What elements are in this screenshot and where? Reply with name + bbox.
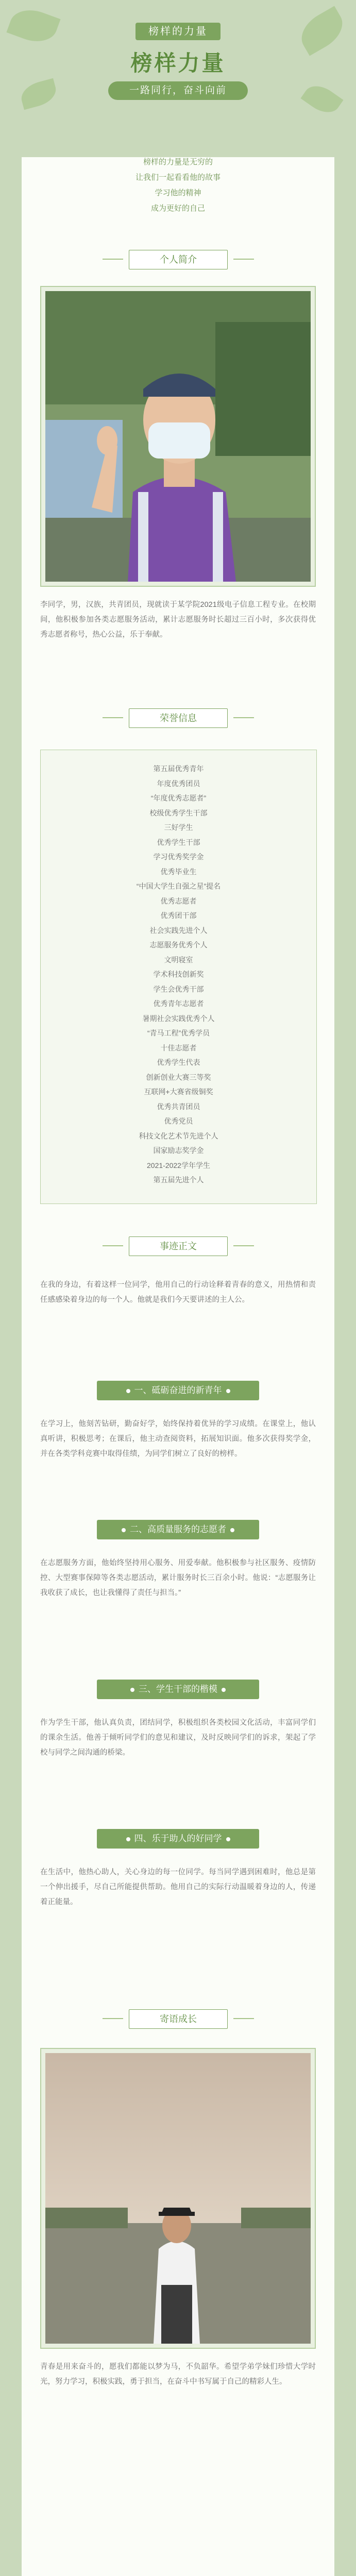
header-badge: 榜样的力量: [135, 23, 221, 40]
section-heading-honors: 荣誉信息: [129, 708, 228, 728]
bullet-dot-icon: [230, 1528, 234, 1532]
honor-item: “年度优秀志愿者”: [150, 794, 207, 802]
section-heading-profile: 个人简介: [129, 250, 228, 269]
profile-photo: [45, 291, 311, 582]
story-subheading-4: 四、乐于助人的好同学: [97, 1829, 259, 1849]
message-text: 青春是用来奋斗的，愿我们都能以梦为马，不负韶华。希望学弟学妹们珍惜大学时光，努力学习，积极实践，勇于担当，在奋斗中书写属于自己的精彩人生。: [40, 2363, 316, 2386]
honor-item: “青马工程”优秀学员: [147, 1029, 210, 1037]
honor-item: 三好学生: [164, 823, 193, 832]
intro-line: 让我们一起看看他的故事: [135, 173, 221, 182]
intro-line: 成为更好的自己: [150, 204, 205, 213]
bullet-dot-icon: [126, 1389, 130, 1393]
bullet-dot-icon: [226, 1837, 230, 1841]
honor-item: 优秀青年志愿者: [153, 999, 204, 1008]
honor-item: 校级优秀学生干部: [149, 808, 208, 817]
honor-item: 优秀团干部: [160, 911, 197, 920]
bullet-dot-icon: [226, 1389, 230, 1393]
bullet-dot-icon: [122, 1528, 126, 1532]
honor-item: 社会实践先进个人: [149, 926, 208, 935]
honor-item: 学术科技创新奖: [153, 970, 204, 978]
volunteer-portrait-image: [45, 291, 311, 582]
honor-item: 国家励志奖学金: [153, 1146, 204, 1155]
bullet-dot-icon: [130, 1688, 134, 1692]
honor-item: “中国大学生自强之星”提名: [136, 882, 221, 890]
story-subheading-3: 三、学生干部的楷模: [97, 1680, 259, 1699]
section-heading-story: 事迹正文: [129, 1236, 228, 1256]
article-header: [0, 0, 356, 155]
story-subheading-1: 一、砥砺奋进的新青年: [97, 1381, 259, 1400]
page-subtitle: 一路同行，奋斗向前: [108, 81, 248, 100]
honor-item: 优秀共青团员: [157, 1102, 200, 1111]
graduate-portrait-image: [45, 2053, 311, 2344]
honor-item: 十佳志愿者: [160, 1043, 197, 1052]
honors-box: [40, 750, 317, 1204]
message-photo-frame: [40, 2048, 316, 2349]
honor-item: 优秀毕业生: [160, 867, 197, 876]
honor-item: 优秀志愿者: [160, 896, 197, 905]
intro-line: 学习他的精神: [155, 189, 201, 197]
honor-item: 创新创业大赛三等奖: [146, 1073, 211, 1081]
intro-line: 榜样的力量是无穷的: [143, 158, 213, 166]
story-paragraph: 在志愿服务方面，他始终坚持用心服务、用爱奉献。他积极参与社区服务、疫情防控、大型赛事保障等各类志愿活动，累计服务时长三百余小时。他说：“志愿服务让我收获了成长，也让我懂得了责任与担当。”: [40, 1559, 316, 1597]
honor-item: 优秀学生干部: [157, 838, 200, 846]
honor-item: 2021-2022学年学生: [147, 1161, 210, 1170]
message-photo: [45, 2053, 311, 2344]
honor-item: 互联网+大赛省级铜奖: [144, 1088, 213, 1096]
honor-item: 优秀学生代表: [157, 1058, 200, 1066]
honor-item: 暑期社会实践优秀个人: [142, 1014, 215, 1023]
page-title: 榜样力量: [130, 51, 226, 75]
honor-item: 学生会优秀干部: [153, 985, 204, 993]
story-subheading-2: 二、高质量服务的志愿者: [97, 1520, 259, 1539]
story-paragraph: 在学习上，他刻苦钻研，勤奋好学，始终保持着优异的学习成绩。在课堂上，他认真听讲，积极思考；在课后，他主动查阅资料，拓展知识面。他多次获得奖学金，并在各类学科竞赛中取得佳绩，为同学们树立了良好的榜样。: [40, 1420, 316, 1458]
bullet-dot-icon: [126, 1837, 130, 1841]
honor-item: 学习优秀奖学金: [153, 853, 204, 861]
story-intro-text: 在我的身边，有着这样一位同学，他用自己的行动诠释着青春的意义，用热情和责任感感染着身边的每一个人。他就是我们今天要讲述的主人公。: [40, 1281, 316, 1304]
honor-item: 志愿服务优秀个人: [149, 941, 208, 949]
honor-item: 年度优秀团员: [157, 779, 200, 788]
bullet-dot-icon: [222, 1688, 226, 1692]
honors-list: [41, 761, 316, 1188]
honor-item: 文明寝室: [164, 955, 193, 964]
story-paragraph: 在生活中，他热心助人，关心身边的每一位同学。每当同学遇到困难时，他总是第一个伸出援手，尽自己所能提供帮助。他用自己的实际行动温暖着身边的人，传递着正能量。: [40, 1868, 316, 1906]
honor-item: 第五届先进个人: [153, 1176, 204, 1184]
honor-item: 第五届优秀青年: [153, 765, 204, 773]
story-paragraph: 作为学生干部，他认真负责，团结同学，积极组织各类校园文化活动，丰富同学们的课余生活。他善于倾听同学们的意见和建议，及时反映同学们的诉求，架起了学校与同学之间沟通的桥梁。: [40, 1719, 316, 1757]
honor-item: 科技文化艺术节先进个人: [139, 1131, 218, 1140]
profile-photo-frame: [40, 286, 316, 587]
honor-item: 优秀党员: [164, 1117, 193, 1125]
profile-text: 李同学，男，汉族，共青团员，现就读于某学院2021级电子信息工程专业。在校期间，他积极参加各类志愿服务活动，累计志愿服务时长超过三百小时，多次获得优秀志愿者称号，热心公益，乐于奉献。: [40, 601, 316, 639]
intro-lines: [0, 155, 356, 216]
section-heading-message: 寄语成长: [129, 2009, 228, 2029]
